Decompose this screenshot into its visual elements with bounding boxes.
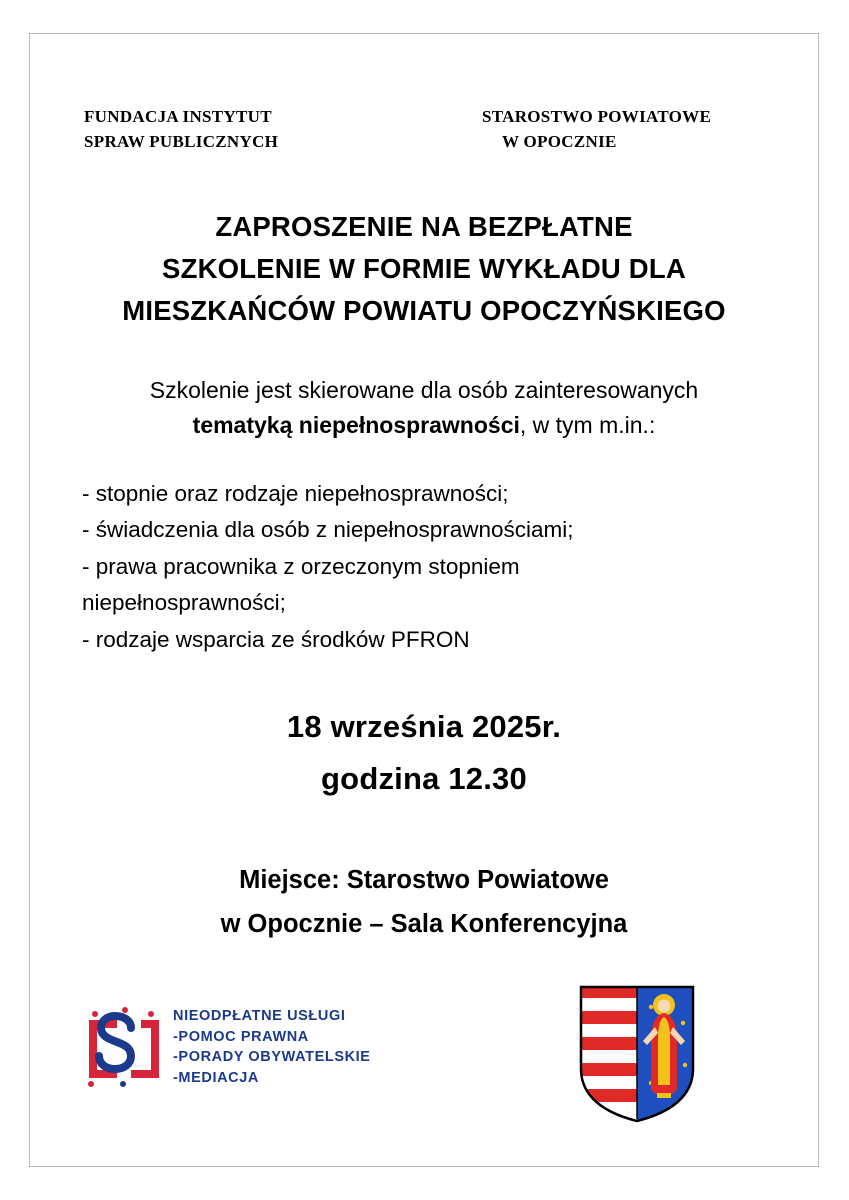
npp-line-3: -PORADY OBYWATELSKIE	[173, 1049, 371, 1066]
intro-bold-topic: tematyką niepełnosprawności	[192, 411, 520, 438]
logos-row	[29, 953, 819, 1123]
organizations-header	[29, 105, 819, 154]
intro-line-1: Szkolenie jest skierowane dla osób zainteresowanych	[149, 377, 699, 403]
list-item: - rodzaje wsparcia ze środków PFRON	[82, 626, 470, 652]
organization-right-line1: STAROSTWO POWIATOWE	[482, 107, 712, 126]
poster-content	[29, 33, 819, 1167]
organization-left	[29, 105, 419, 154]
npp-logo	[81, 1006, 371, 1088]
title-line-3: MIESZKAŃCÓW POWIATU OPOCZYŃSKIEGO	[122, 294, 726, 326]
npp-line-2: -POMOC PRAWNA	[173, 1028, 309, 1045]
intro-line-2	[29, 408, 819, 443]
list-item: - prawa pracownika z orzeczonym stopniem	[82, 553, 520, 579]
intro-paragraph	[29, 373, 819, 442]
event-place-line-1: Miejsce: Starostwo Powiatowe	[239, 866, 609, 894]
title-line-2: SZKOLENIE W FORMIE WYKŁADU DLA	[162, 252, 686, 284]
topics-list	[82, 476, 782, 658]
event-time-line: godzina 12.30	[321, 761, 527, 797]
page-title	[29, 206, 819, 331]
list-item: - świadczenia dla osób z niepełnosprawnościami;	[82, 517, 574, 543]
title-line-1: ZAPROSZENIE NA BEZPŁATNE	[215, 211, 633, 242]
npp-logo-text	[173, 1006, 371, 1088]
organization-right-line2: W OPOCZNIE	[502, 131, 617, 151]
nieodplatne-uslugi-logo-icon	[81, 1006, 161, 1088]
organization-right	[419, 105, 819, 154]
event-date-line: 18 września 2025r.	[286, 709, 562, 744]
list-item: niepełnosprawności;	[82, 590, 286, 616]
intro-line-2-rest: , w tym m.in.:	[519, 411, 656, 438]
organization-left-line1: FUNDACJA INSTYTUT	[84, 107, 272, 126]
event-place	[29, 858, 819, 946]
event-date	[29, 701, 819, 805]
npp-line-1: NIEODPŁATNE USŁUGI	[173, 1008, 346, 1024]
organization-left-line2: SPRAW PUBLICZNYCH	[84, 131, 279, 151]
npp-line-4: -MEDIACJA	[173, 1069, 259, 1086]
powiat-opoczynski-coat-of-arms-icon	[577, 983, 697, 1123]
list-item: - stopnie oraz rodzaje niepełnosprawności;	[82, 481, 509, 506]
event-place-line-2: w Opocznie – Sala Konferencyjna	[220, 910, 628, 939]
